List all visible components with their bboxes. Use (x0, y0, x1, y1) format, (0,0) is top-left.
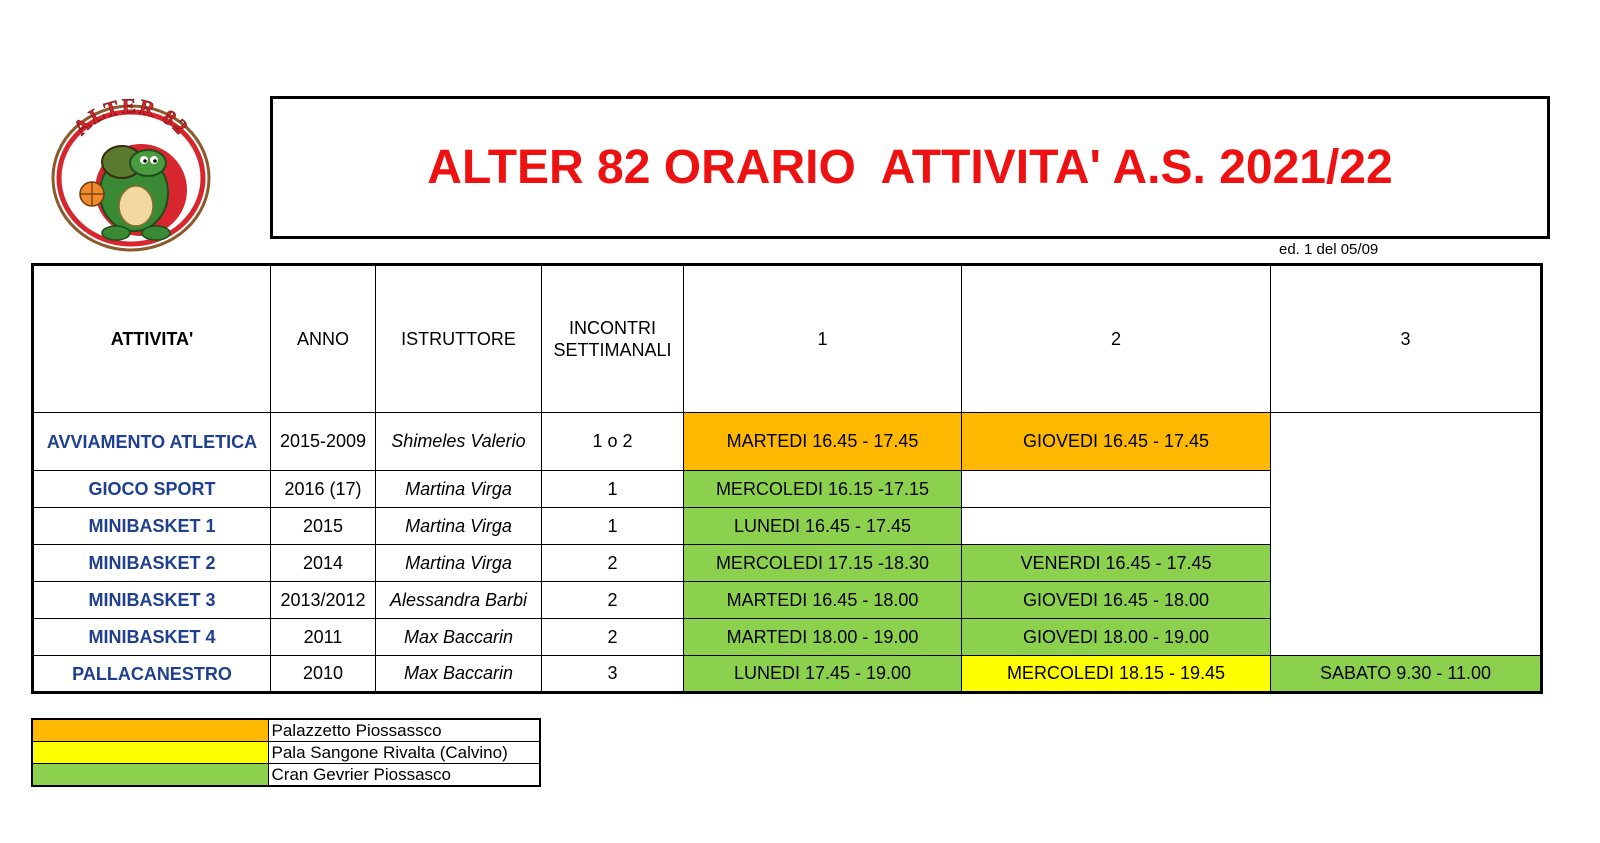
slot-1-cell: MERCOLEDI 17.15 -18.30 (684, 545, 962, 582)
slot-2-cell: MERCOLEDI 18.15 - 19.45 (962, 656, 1271, 693)
title-box (270, 96, 1550, 239)
sessions-cell: 2 (542, 545, 684, 582)
page-title: ALTER 82 ORARIO ATTIVITA' A.S. 2021/22 (427, 141, 1393, 194)
slot-2-cell (962, 471, 1271, 508)
legend-row (32, 764, 540, 787)
instructor-cell: Max Baccarin (376, 619, 542, 656)
schedule-body (33, 413, 1542, 693)
sessions-cell: 1 (542, 471, 684, 508)
sessions-cell: 2 (542, 582, 684, 619)
year-cell: 2015 (271, 508, 376, 545)
legend-swatch (32, 719, 268, 742)
header-slot-1: 1 (684, 265, 962, 413)
header-row (33, 265, 1542, 413)
slot-2-cell: GIOVEDI 16.45 - 17.45 (962, 413, 1271, 471)
header-istruttore: ISTRUTTORE (376, 265, 542, 413)
slot-3-cell-empty (1271, 413, 1542, 656)
header-attivita: ATTIVITA' (33, 265, 271, 413)
sessions-cell: 3 (542, 656, 684, 693)
slot-2-cell: VENERDI 16.45 - 17.45 (962, 545, 1271, 582)
slot-1-cell: MERCOLEDI 16.15 -17.15 (684, 471, 962, 508)
slot-1-cell: LUNEDI 17.45 - 19.00 (684, 656, 962, 693)
instructor-cell: Martina Virga (376, 545, 542, 582)
activity-cell: MINIBASKET 4 (33, 619, 271, 656)
slot-1-cell: MARTEDI 18.00 - 19.00 (684, 619, 962, 656)
instructor-cell: Shimeles Valerio (376, 413, 542, 471)
legend-swatch (32, 764, 268, 787)
slot-1-cell: LUNEDI 16.45 - 17.45 (684, 508, 962, 545)
header-anno: ANNO (271, 265, 376, 413)
legend-row (32, 719, 540, 742)
instructor-cell: Martina Virga (376, 471, 542, 508)
instructor-cell: Alessandra Barbi (376, 582, 542, 619)
sessions-cell: 2 (542, 619, 684, 656)
slot-2-cell: GIOVEDI 16.45 - 18.00 (962, 582, 1271, 619)
slot-1-cell: MARTEDI 16.45 - 18.00 (684, 582, 962, 619)
year-cell: 2011 (271, 619, 376, 656)
legend-label: Pala Sangone Rivalta (Calvino) (268, 742, 540, 764)
slot-2-cell: GIOVEDI 18.00 - 19.00 (962, 619, 1271, 656)
year-cell: 2016 (17) (271, 471, 376, 508)
sessions-cell: 1 o 2 (542, 413, 684, 471)
table-row (33, 656, 1542, 693)
legend-label: Cran Gevrier Piossasco (268, 764, 540, 787)
schedule-table (31, 263, 1543, 694)
header-slot-3: 3 (1271, 265, 1542, 413)
sessions-cell: 1 (542, 508, 684, 545)
activity-cell: GIOCO SPORT (33, 471, 271, 508)
slot-3-cell: SABATO 9.30 - 11.00 (1271, 656, 1542, 693)
activity-cell: MINIBASKET 2 (33, 545, 271, 582)
activity-cell: MINIBASKET 3 (33, 582, 271, 619)
activity-cell: AVVIAMENTO ATLETICA (33, 413, 271, 471)
activity-cell: PALLACANESTRO (33, 656, 271, 693)
activity-cell: MINIBASKET 1 (33, 508, 271, 545)
legend-label: Palazzetto Piossassco (268, 719, 540, 742)
edition-note: ed. 1 del 05/09 (1279, 241, 1379, 258)
year-cell: 2015-2009 (271, 413, 376, 471)
table-row (33, 413, 1542, 471)
year-cell: 2010 (271, 656, 376, 693)
venue-legend (31, 718, 541, 787)
instructor-cell: Max Baccarin (376, 656, 542, 693)
year-cell: 2014 (271, 545, 376, 582)
header-slot-2: 2 (962, 265, 1271, 413)
year-cell: 2013/2012 (271, 582, 376, 619)
instructor-cell: Martina Virga (376, 508, 542, 545)
svg-text:ALTER 82: ALTER 82 (68, 98, 195, 140)
header-incontri: INCONTRI SETTIMANALI (542, 265, 684, 413)
alter82-logo (46, 98, 216, 253)
slot-1-cell: MARTEDI 16.45 - 17.45 (684, 413, 962, 471)
legend-swatch (32, 742, 268, 764)
slot-2-cell (962, 508, 1271, 545)
legend-row (32, 742, 540, 764)
